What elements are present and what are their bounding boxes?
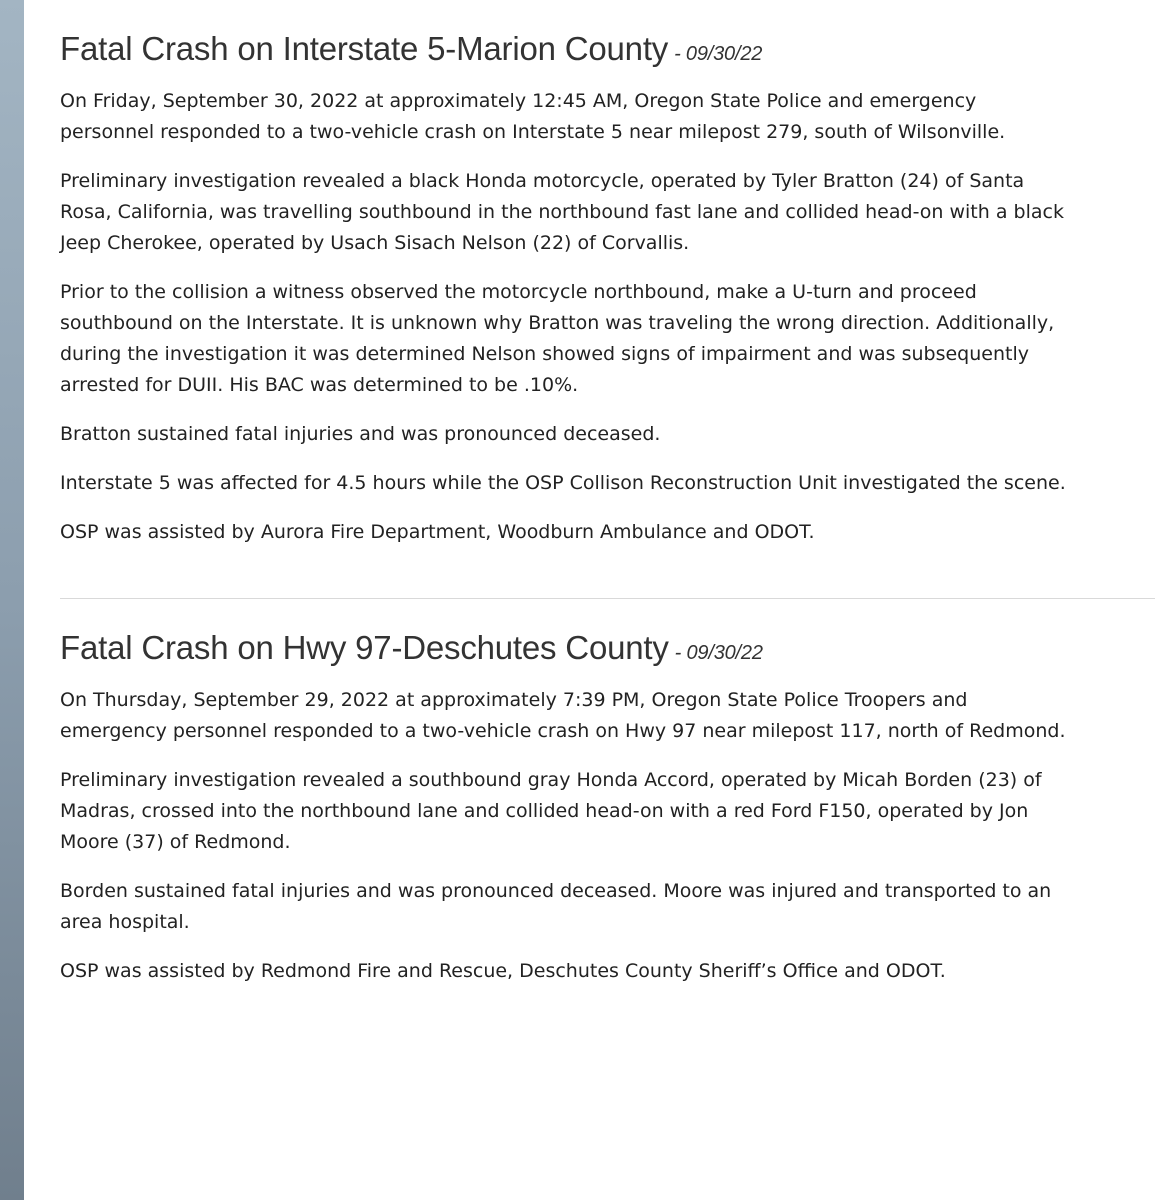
post-paragraph: On Friday, September 30, 2022 at approximately 12:45 AM, Oregon State Police and emergency personnel responded to a two-vehicle crash on Interstate 5 near milepost 279, south of Wilsonville.: [60, 90, 1006, 143]
post-title-text[interactable]: Fatal Crash on Interstate 5-Marion County: [60, 30, 669, 67]
post-paragraph: On Thursday, September 29, 2022 at approximately 7:39 PM, Oregon State Police Troopers and emergency personnel responded to a two-vehicle crash on Hwy 97 near milepost 117, north of Redmond.: [60, 689, 1066, 742]
post-date: - 09/30/22: [674, 43, 763, 65]
news-release-list: [60, 0, 1155, 1005]
post-paragraph: OSP was assisted by Redmond Fire and Rescue, Deschutes County Sheriff’s Office and ODOT.: [60, 960, 946, 982]
post-body: [60, 685, 1155, 987]
news-post: [60, 0, 1155, 548]
post-title[interactable]: [60, 30, 1155, 68]
post-paragraph: Borden sustained fatal injuries and was pronounced deceased. Moore was injured and transported to an area hospital.: [60, 880, 1052, 933]
news-post: [60, 599, 1155, 987]
post-paragraph: Bratton sustained fatal injuries and was pronounced deceased.: [60, 423, 661, 445]
post-title-text[interactable]: Fatal Crash on Hwy 97-Deschutes County: [60, 629, 669, 666]
post-title[interactable]: [60, 629, 1155, 667]
post-paragraph: Preliminary investigation revealed a southbound gray Honda Accord, operated by Micah Borden (23) of Madras, crossed into the northbound lane and collided head-on with a red Ford F150, operated by Jon Moore (37) of Redmond.: [60, 769, 1042, 853]
post-date: - 09/30/22: [674, 642, 763, 664]
post-paragraph: OSP was assisted by Aurora Fire Department, Woodburn Ambulance and ODOT.: [60, 521, 815, 543]
post-body: [60, 86, 1155, 548]
post-paragraph: Interstate 5 was affected for 4.5 hours while the OSP Collison Reconstruction Unit investigated the scene.: [60, 472, 1066, 494]
post-paragraph: Prior to the collision a witness observed the motorcycle northbound, make a U-turn and proceed southbound on the Interstate. It is unknown why Bratton was traveling the wrong direction. Additionally, during the investigation it was determined Nelson showed signs of impairment and was subsequently arrested for DUII. His BAC was determined to be .10%.: [60, 281, 1055, 396]
left-sidebar-edge: [0, 0, 24, 1200]
post-paragraph: Preliminary investigation revealed a black Honda motorcycle, operated by Tyler Bratton (24) of Santa Rosa, California, was travelling southbound in the northbound fast lane and collided head-on with a black Jeep Cherokee, operated by Usach Sisach Nelson (22) of Corvallis.: [60, 170, 1064, 254]
